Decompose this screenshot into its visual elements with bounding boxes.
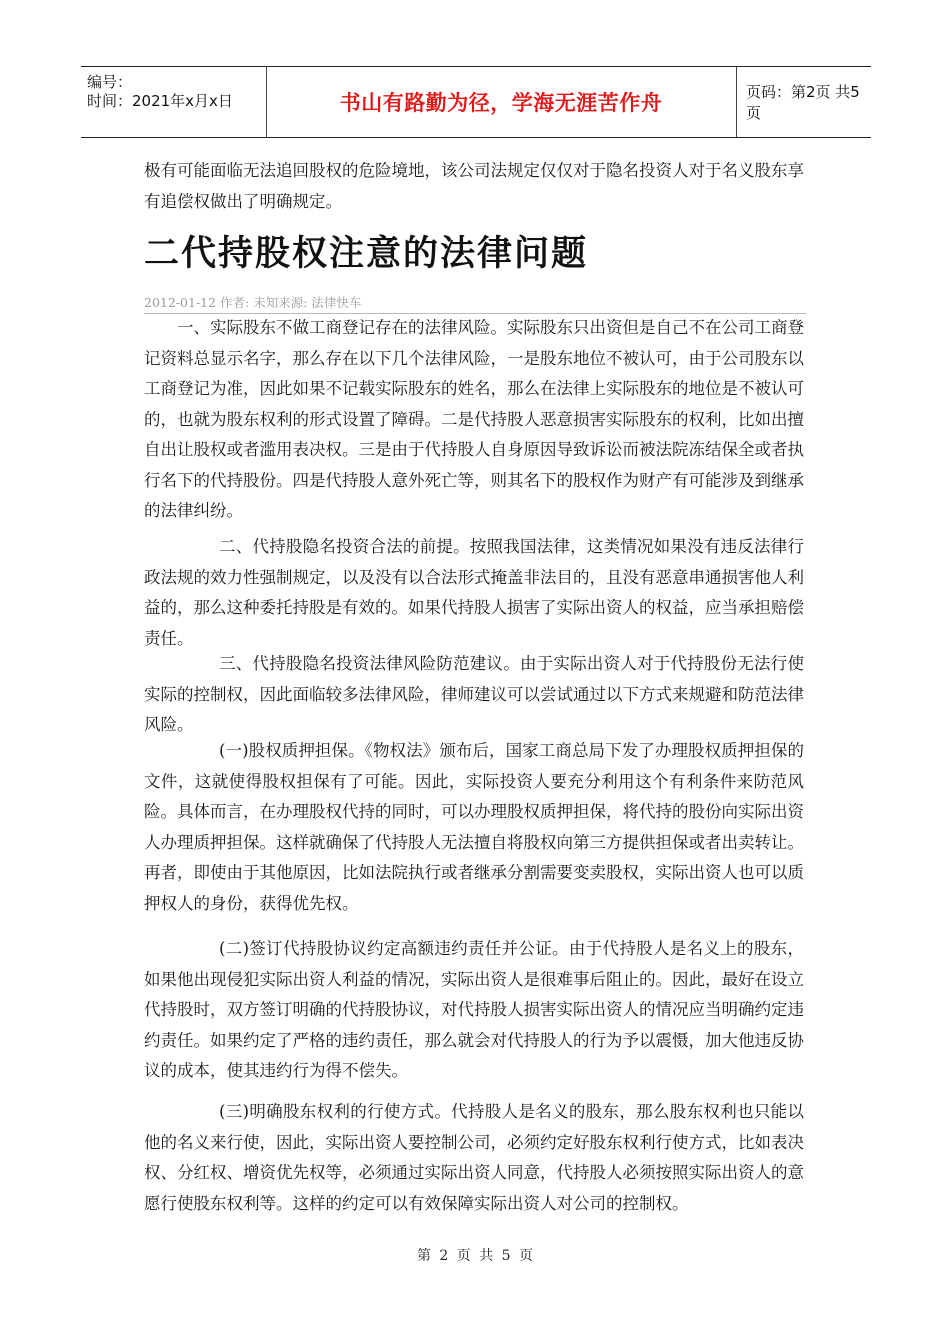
header-slogan: 书山有路勤为径，学海无涯苦作舟: [339, 91, 663, 115]
paragraph-legality: 二、代持股隐名投资合法的前提。按照我国法律，这类情况如果没有违反法律行政法规的效力性强制规定，以及没有以合法形式掩盖非法目的，且没有恶意串通损害他人利益的，那么这种委托持股是有效的。如果代持股人损害了实际出资人的权益，应当承担赔偿责任。: [144, 537, 804, 648]
paragraph-risks: 一、实际股东不做工商登记存在的法律风险。实际股东只出资但是自己不在公司工商登记资料总显示名字，那么存在以下几个法律风险，一是股东地位不被认可，由于公司股东以工商登记为准，因此如果不记载实际股东的姓名，那么在法律上实际股东的地位是不被认可的，也就为股东权利的形式设置了障碍。二是代持股人恶意损害实际股东的权利，比如出擅自出让股权或者滥用表决权。三是由于代持股人自身原因导致诉讼而被法院冻结保全或者执行名下的代持股份。四是代持股人意外死亡等，则其名下的股权作为财产有可能涉及到继承的法律纠纷。: [144, 318, 804, 520]
document-header: [81, 66, 871, 138]
paragraph-agreement: (二)签订代持股协议约定高额违约责任并公证。由于代持股人是名义上的股东，如果他出现侵犯实际出资人利益的情况，实际出资人是很难事后阻止的。因此，最好在设立代持股时，双方签订明确的代持股协议，对代持股人损害实际出资人的情况应当明确约定违约责任。如果约定了严格的违约责任，那么就会对代持股人的行为予以震慑，加大他违反协议的成本，使其违约行为得不偿失。: [144, 939, 804, 1080]
paragraph-pledge: (一)股权质押担保。《物权法》颁布后，国家工商总局下发了办理股权质押担保的文件，这就使得股权担保有了可能。因此，实际投资人要充分利用这个有利条件来防范风险。具体而言，在办理股权代持的同时，可以办理股权质押担保，将代持的股份向实际出资人办理质押担保。这样就确保了代持股人无法擅自将股权向第三方提供担保或者出卖转让。再者，即使由于其他原因，比如法院执行或者继承分割需要变卖股权，实际出资人也可以质押权人的身份，获得优先权。: [144, 741, 804, 913]
header-meta-cell: [81, 67, 267, 137]
header-page-info: 页码：第2页 共5页: [746, 83, 860, 122]
header-page-cell: [736, 67, 871, 137]
document-time-label: 时间：2021年x月x日: [87, 92, 233, 110]
document-number-label: 编号：: [87, 73, 133, 91]
lead-paragraph: 极有可能面临无法追回股权的危险境地，该公司法规定仅仅对于隐名投资人对于名义股东享有追偿权做出了明确规定。: [144, 161, 804, 211]
article-title: 二代持股权注意的法律问题: [144, 233, 589, 274]
paragraph-suggestions: 三、代持股隐名投资法律风险防范建议。由于实际出资人对于代持股份无法行使实际的控制权，因此面临较多法律风险，律师建议可以尝试通过以下方式来规避和防范法律风险。: [144, 654, 804, 734]
article-byline: 2012-01-12 作者: 未知来源: 法律快车: [144, 295, 362, 310]
page-footer: 第 2 页 共 5 页: [416, 1248, 534, 1264]
header-slogan-cell: [266, 67, 737, 137]
paragraph-rights: (三)明确股东权利的行使方式。代持股人是名义的股东，那么股东权利也只能以他的名义来行使，因此，实际出资人要控制公司，必须约定好股东权利行使方式，比如表决权、分红权、增资优先权等，必须通过实际出资人同意，代持股人必须按照实际出资人的意愿行使股东权利等。这样的约定可以有效保障实际出资人对公司的控制权。: [144, 1102, 804, 1213]
